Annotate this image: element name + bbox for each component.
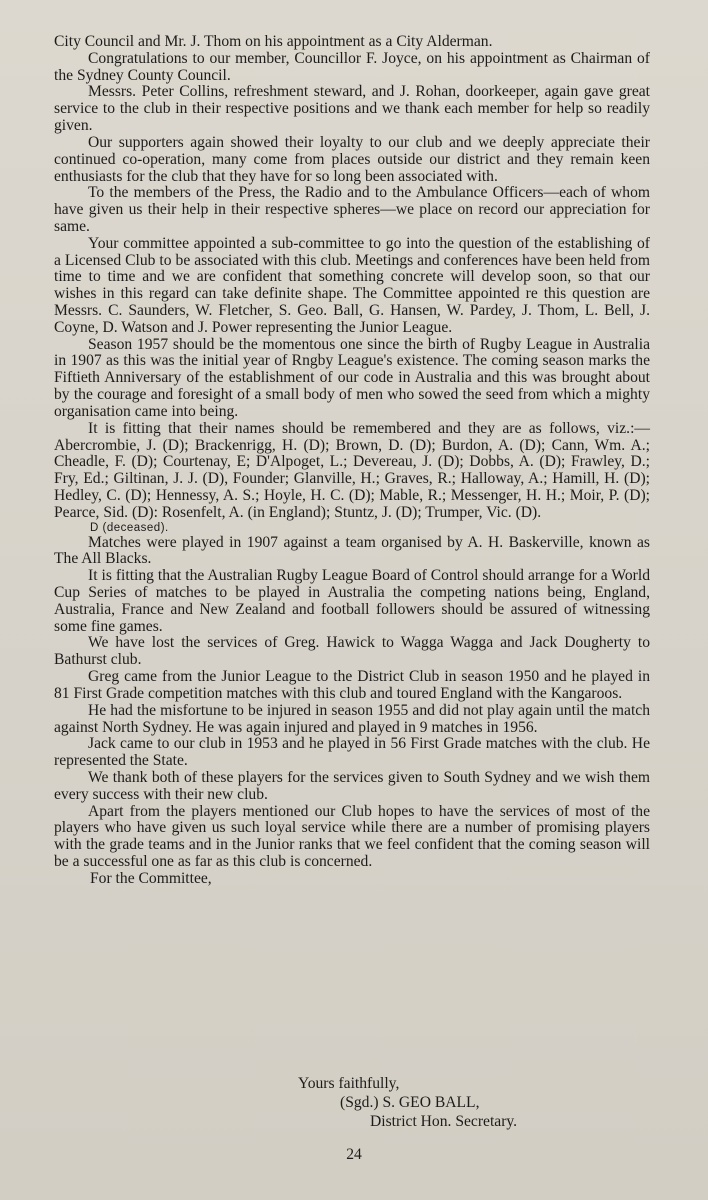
paragraph: Congratulations to our member, Councillor F. Joyce, on his appointment as Chairman of the Sydney County Council. [54, 49, 650, 84]
closing-line: For the Committee, [90, 869, 212, 887]
paragraph: It is fitting that the Australian Rugby League Board of Control should arrange for a World Cup Series of matches to be played in Australia the competing nations being, England, Australia, France and New Zealand and football followers should be assured of witnessing some fine games. [54, 567, 650, 635]
paragraph: We have lost the services of Greg. Hawick to Wagga Wagga and Jack Dougherty to Bathurst club. [54, 634, 650, 669]
paragraph: Season 1957 should be the momentous one since the birth of Rugby League in Australia in 1907 as this was the initial year of Rngby League's existence. The coming season marks the Fiftieth Anniversary of the establishment of our code in Australia and this was brought about by the courage and foresight of a small body of men who sowed the seed from which a mighty organisation came into being. [54, 335, 650, 420]
body-text [54, 34, 650, 888]
signature-salutation: Yours faithfully, [298, 1075, 400, 1092]
paragraph: Your committee appointed a sub-committee to go into the question of the establishing of a Licensed Club to be associated with this club. Meetings and conferences have been held from time to time and we are confident that something concrete will develop soon, so that our wishes in this regard can take definite shape. The Committee appointed re this question are Messrs. C. Saunders, W. Fletcher, S. Geo. Ball, G. Hansen, W. Pardey, J. Thom, L. Bell, J. Coyne, D. Watson and J. Power representing the Junior League. [54, 234, 650, 336]
paragraph: Greg came from the Junior League to the District Club in season 1950 and he played in 81 First Grade competition matches with this club and toured England with the Kangaroos. [54, 668, 650, 702]
paragraph: City Council and Mr. J. Thom on his appointment as a City Alderman. [54, 33, 493, 50]
page-number: 24 [346, 1146, 362, 1163]
signature-block [298, 1074, 517, 1131]
paragraph: Our supporters again showed their loyalty to our club and we deeply appreciate their continued co-operation, many come from places outside our district and they remain keen enthusiasts for the club that they have for so long been associated with. [54, 133, 650, 185]
paragraph: Messrs. Peter Collins, refreshment steward, and J. Rohan, doorkeeper, again gave great service to the club in their respective positions and we thank each member for help so readily given. [54, 83, 650, 135]
paragraph: We thank both of these players for the services given to South Sydney and we wish them every success with their new club. [54, 768, 650, 803]
paragraph: Matches were played in 1907 against a team organised by A. H. Baskerville, known as The All Blacks. [54, 533, 650, 568]
paragraph: He had the misfortune to be injured in season 1955 and did not play again until the match against North Sydney. He was again injured and played in 9 matches in 1956. [54, 701, 650, 736]
signature-name: (Sgd.) S. GEO BALL, [340, 1094, 480, 1111]
deceased-note: D (deceased). [90, 521, 169, 534]
paragraph: Apart from the players mentioned our Club hopes to have the services of most of the players who have given us such loyal service while there are a number of promising players with the grade teams and in the Junior ranks that we feel confident that the coming season will be a successful one as far as this club is concerned. [54, 802, 650, 870]
signature-title: District Hon. Secretary. [370, 1113, 518, 1130]
founders-list-paragraph: It is fitting that their names should be remembered and they are as follows, viz.:—Abercrombie, J. (D); Brackenrigg, H. (D); Brown, D. (D); Burdon, A. (D); Cann, Wm. A.; Cheadle, F. (D); Courtenay, E; D'Alpoget, L.; Devereau, J. (D); Dobbs, A. (D); Frawley, D.; Fry, Ed.; Giltinan, J. J. (D), Founder; Glanville, H.; Graves, R.; Halloway, A.; Hamill, H. (D); Hedley, C. (D); Hennessy, A. S.; Hoyle, H. C. (D); Mable, R.; Messenger, H. H.; Moir, P. (D); Pearce, Sid. (D): Rosenfelt, A. (in England); Stuntz, J. (D); Trumper, Vic. (D). [54, 419, 650, 521]
paragraph: Jack came to our club in 1953 and he played in 56 First Grade matches with the club. He represented the State. [54, 735, 650, 770]
paragraph: To the members of the Press, the Radio and to the Ambulance Officers—each of whom have given us their help in their respective spheres—we place on record our appreciation for same. [54, 184, 650, 235]
